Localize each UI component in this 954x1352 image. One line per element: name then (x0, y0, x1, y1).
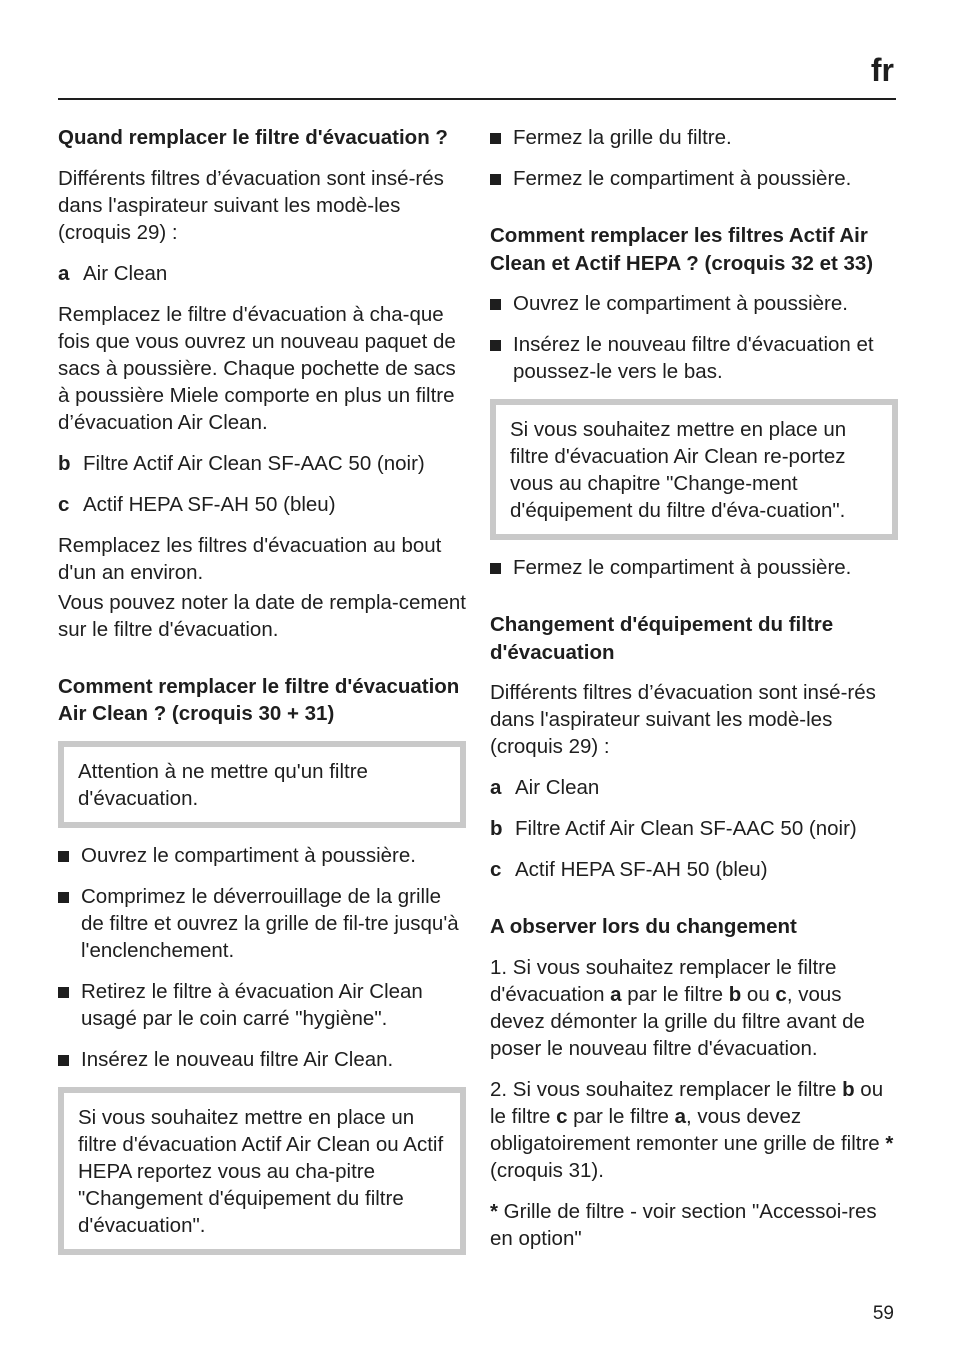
item-text: Filtre Actif Air Clean SF-AAC 50 (noir) (83, 451, 425, 475)
heading-equipment-change: Changement d'équipement du filtre d'évacuation (490, 613, 834, 664)
bullet-square-icon (490, 124, 513, 151)
bullet-item (490, 165, 898, 192)
item-letter: c (490, 858, 502, 881)
bullet-item (490, 331, 898, 385)
note-box-air-clean: Si vous souhaitez mettre en place un filtre d'évacuation Air Clean re-portez vous au chapitre "Change-ment d'équipement du filtre d'éva-cuation". (490, 399, 898, 540)
paragraph-footnote: * Grille de filtre - voir section "Accessoi-res en option" (490, 1199, 877, 1250)
list-item-a (490, 774, 898, 801)
item-letter: a (58, 261, 70, 285)
list-item-c (58, 491, 466, 518)
list-item-b (58, 450, 466, 477)
bullet-item (490, 290, 898, 317)
bullet-square-icon (490, 165, 513, 192)
bullet-item (58, 842, 466, 869)
paragraph-note-date: Vous pouvez noter la date de rempla-cement sur le filtre d'évacuation. (58, 590, 466, 641)
item-text: Actif HEPA SF-AH 50 (bleu) (515, 858, 768, 881)
bullet-square-icon (58, 978, 81, 1032)
paragraph-filters-intro: Différents filtres d’évacuation sont insé-rés dans l'aspirateur suivant les modè-les (croquis 29) : (58, 166, 444, 244)
list-item-b (490, 815, 898, 842)
bullet-text: Insérez le nouveau filtre Air Clean. (81, 1047, 394, 1071)
item-letter: c (58, 492, 70, 516)
left-column (58, 124, 466, 1269)
bullet-text: Fermez la grille du filtre. (513, 126, 732, 149)
bullet-square-icon (58, 1046, 81, 1073)
list-item-c (490, 856, 898, 883)
note-box-single-filter: Attention à ne mettre qu'un filtre d'évacuation. (58, 741, 466, 828)
bullet-text: Insérez le nouveau filtre d'évacuation et poussez-le vers le bas. (513, 333, 874, 383)
bullet-square-icon (58, 883, 81, 964)
bullet-square-icon (490, 290, 513, 317)
list-item-a (58, 260, 466, 287)
paragraph-replace-yearly: Remplacez les filtres d'évacuation au bout d'un an environ. (58, 533, 442, 584)
bullet-item (490, 554, 898, 581)
language-label: fr (870, 52, 894, 88)
item-text: Filtre Actif Air Clean SF-AAC 50 (noir) (515, 817, 857, 840)
heading-how-replace-actif: Comment remplacer les filtres Actif Air Clean et Actif HEPA ? (croquis 32 et 33) (490, 224, 874, 275)
item-text: Air Clean (515, 776, 600, 799)
item-letter: a (490, 776, 502, 799)
heading-when-replace: Quand remplacer le filtre d'évacuation ? (58, 126, 448, 149)
bullet-text: Comprimez le déverrouillage de la grille de filtre et ouvrez la grille de fil-tre jusqu'à l'enclenchement. (81, 884, 459, 962)
item-letter: b (58, 451, 71, 475)
bullet-text: Retirez le filtre à évacuation Air Clean usagé par le coin carré "hygiène". (81, 979, 423, 1030)
heading-how-replace-air-clean: Comment remplacer le filtre d'évacuation Air Clean ? (croquis 30 + 31) (58, 674, 460, 725)
bullet-text: Fermez le compartiment à poussière. (513, 556, 852, 579)
paragraph-air-clean: Remplacez le filtre d'évacuation à cha-que fois que vous ouvrez un nouveau paquet de sacs à poussière. Chaque pochette de sacs à poussière Miele comporte en plus un filtre d’évacuation Air Clean. (58, 302, 456, 434)
right-column (490, 124, 898, 1266)
bullet-item (58, 1046, 466, 1073)
note-box-actif-filter: Si vous souhaitez mettre en place un filtre d'évacuation Actif Air Clean ou Actif HEPA reportez vous au cha-pitre "Changement d'équipement du filtre d'évacuation". (58, 1087, 466, 1255)
bullet-item (58, 978, 466, 1032)
bullet-text: Ouvrez le compartiment à poussière. (81, 843, 416, 867)
heading-observe-change: A observer lors du changement (490, 915, 797, 938)
bullet-item (490, 124, 898, 151)
bullet-text: Fermez le compartiment à poussière. (513, 167, 852, 190)
paragraph-filters-intro: Différents filtres d’évacuation sont insé-rés dans l'aspirateur suivant les modè-les (croquis 29) : (490, 681, 876, 758)
paragraph-step-2: 2. Si vous souhaitez remplacer le filtre b ou le filtre c par le filtre a, vous devez obligatoirement remonter une grille de filtre * (croquis 31). (490, 1077, 894, 1182)
item-text: Actif HEPA SF-AH 50 (bleu) (83, 492, 336, 516)
bullet-square-icon (58, 842, 81, 869)
item-letter: b (490, 817, 503, 840)
header-rule (58, 98, 896, 100)
bullet-text: Ouvrez le compartiment à poussière. (513, 292, 848, 315)
paragraph-step-1: 1. Si vous souhaitez remplacer le filtre d'évacuation a par le filtre b ou c, vous devez démonter la grille du filtre avant de poser le nouveau filtre d'évacuation. (490, 955, 865, 1060)
bullet-item (58, 883, 466, 964)
bullet-square-icon (490, 554, 513, 581)
item-text: Air Clean (83, 261, 168, 285)
page-number: 59 (872, 1303, 894, 1324)
bullet-square-icon (490, 331, 513, 385)
